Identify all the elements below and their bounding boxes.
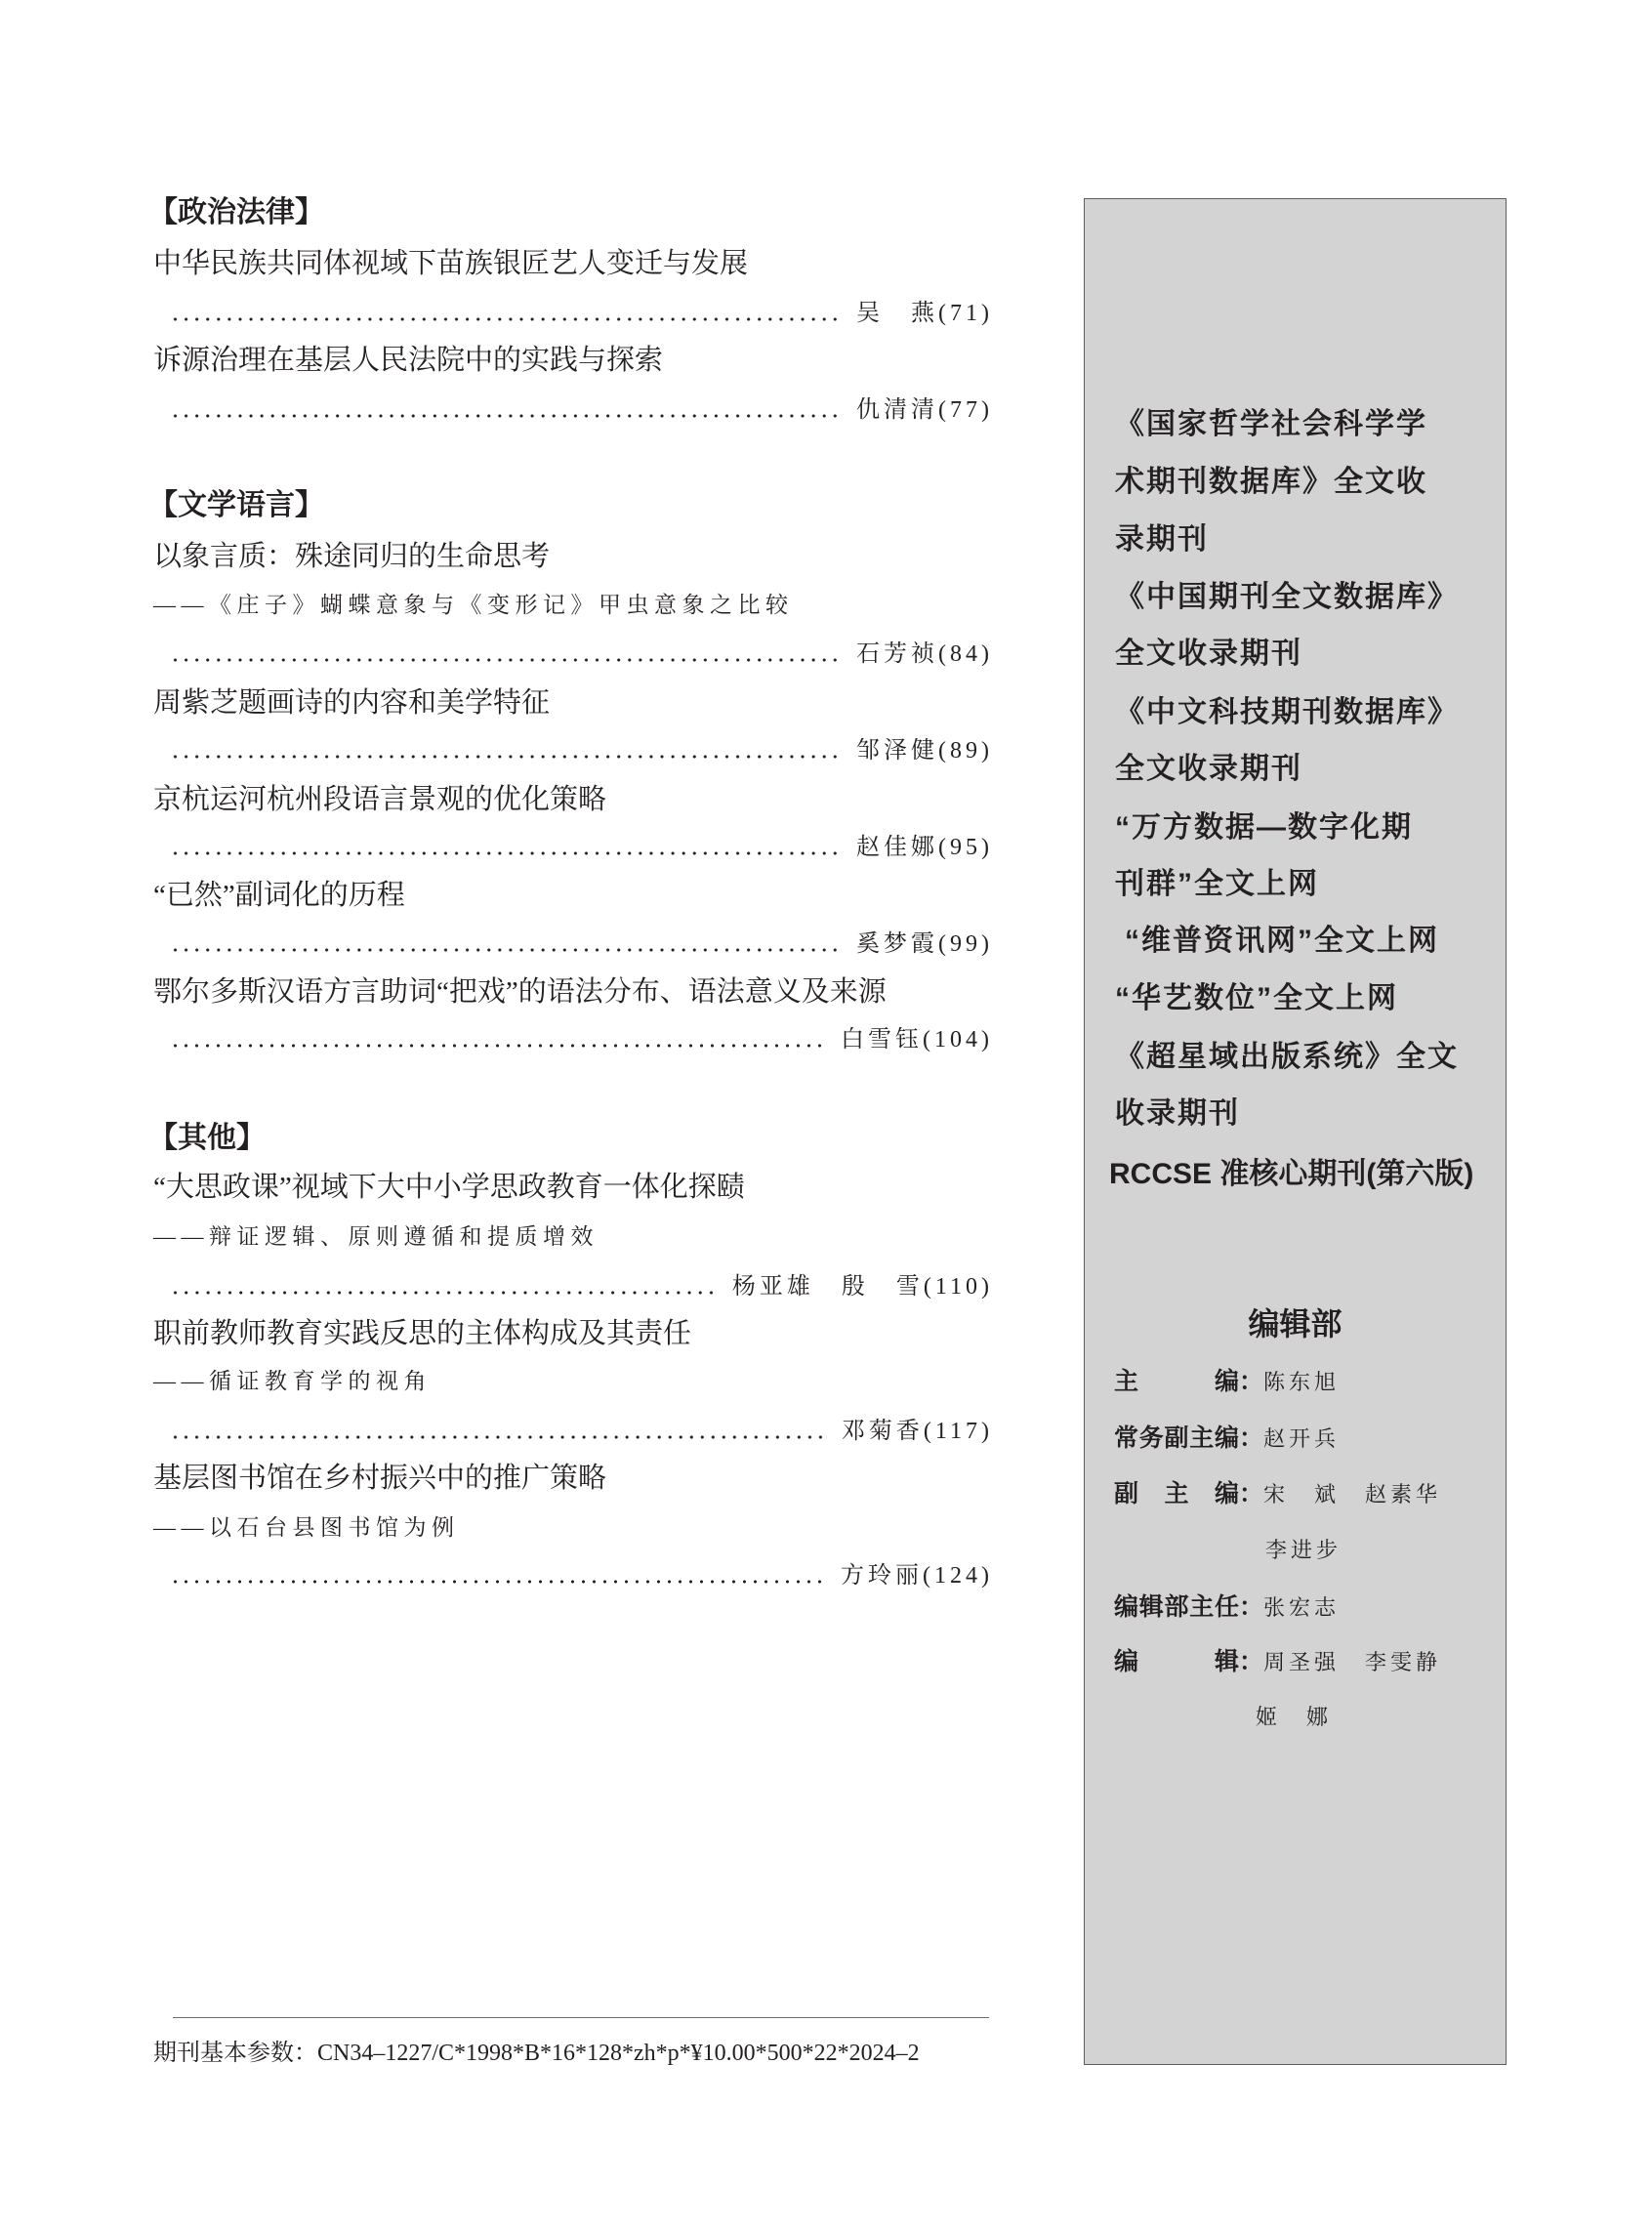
editorial-names: 张宏志 <box>1263 1595 1341 1620</box>
page-number: (77) <box>938 397 993 423</box>
leader-row <box>170 1556 993 1595</box>
editorial-row <box>1114 1588 1340 1627</box>
page-number: (71) <box>938 301 993 326</box>
article-title: 基层图书馆在乡村振兴中的推广策略 <box>153 1463 607 1494</box>
article-subtitle: ——以石台县图书馆为例 <box>153 1515 460 1540</box>
editorial-role-label: 编辑 <box>1114 1648 1239 1675</box>
indexing-line: 刊群”全文上网 <box>1115 868 1319 900</box>
article-author: 吴 燕 <box>856 301 939 326</box>
leader-dots <box>170 1290 717 1296</box>
indexing-line: 术期刊数据库》全文收 <box>1115 466 1427 498</box>
leader-dots <box>170 850 841 856</box>
leader-row <box>170 925 993 964</box>
article-author: 邓菊香 <box>841 1419 924 1444</box>
article-title: 诉源治理在基层人民法院中的实践与探索 <box>153 345 664 376</box>
article-title: 中华民族共同体视域下苗族银匠艺人变迁与发展 <box>153 248 749 279</box>
article-author: 奚梦霞 <box>856 931 939 957</box>
editorial-row <box>1114 1474 1441 1513</box>
indexing-line: 《中国期刊全文数据库》 <box>1115 581 1459 613</box>
section-heading: 【其他】 <box>148 1122 266 1154</box>
leader-row <box>170 1020 993 1059</box>
leader-dots <box>170 1579 825 1585</box>
indexing-line: “维普资讯网”全文上网 <box>1125 925 1439 957</box>
leader-row <box>170 635 993 674</box>
article-author: 石芳祯 <box>856 641 939 667</box>
indexing-line: 《中文科技期刊数据库》 <box>1115 696 1459 728</box>
indexing-line: “万方数据—数字化期 <box>1115 811 1413 844</box>
article-author: 白雪钰 <box>841 1027 924 1053</box>
section-heading: 【文学语言】 <box>148 489 324 521</box>
editorial-role-colon: ： <box>1239 1424 1264 1452</box>
page-number: (99) <box>938 931 993 957</box>
page-number: (110) <box>923 1274 993 1300</box>
indexing-line: 《超星域出版系统》全文 <box>1115 1041 1459 1073</box>
indexing-line: 收录期刊 <box>1115 1097 1240 1130</box>
indexing-line: 录期刊 <box>1115 523 1209 556</box>
article-title: 周紫芝题画诗的内容和美学特征 <box>153 687 551 719</box>
article-title: 鄂尔多斯汉语方言助词“把戏”的语法分布、语法意义及来源 <box>153 976 887 1008</box>
journal-parameters: 期刊基本参数：CN34–1227/C*1998*B*16*128*zh*p*¥10.00*500*22*2024–2 <box>153 2041 920 2066</box>
leader-dots <box>170 316 841 322</box>
article-title: 职前教师教育实践反思的主体构成及其责任 <box>153 1318 692 1349</box>
leader-dots <box>170 1434 826 1440</box>
article-author: 邹泽健 <box>856 738 939 764</box>
article-author: 杨亚雄 殷 雪 <box>731 1274 924 1300</box>
article-title: “已然”副词化的历程 <box>153 880 405 911</box>
article-author: 仇清清 <box>856 397 939 423</box>
leader-dots <box>170 1043 825 1049</box>
leader-dots <box>170 947 841 953</box>
footer-divider <box>173 2017 989 2018</box>
editorial-row <box>1114 1419 1340 1458</box>
indexing-line: 全文收录期刊 <box>1115 638 1302 670</box>
editorial-heading: 编辑部 <box>1248 1306 1342 1342</box>
editorial-role-colon: ： <box>1239 1593 1264 1621</box>
leader-dots <box>170 413 841 419</box>
article-author: 赵佳娜 <box>856 835 939 860</box>
editorial-role-colon: ： <box>1239 1480 1264 1507</box>
editorial-row <box>1114 1642 1441 1681</box>
leader-row <box>170 1267 993 1306</box>
section-heading: 【政治法律】 <box>148 196 324 228</box>
leader-dots <box>170 754 841 760</box>
article-author: 方玲丽 <box>841 1563 924 1589</box>
editorial-names: 陈东旭 <box>1263 1370 1341 1394</box>
article-subtitle: ——《庄子》蝴蝶意象与《变形记》甲虫意象之比较 <box>153 593 794 617</box>
editorial-role-label: 副主编 <box>1114 1480 1239 1507</box>
info-sidebar <box>1084 198 1507 2065</box>
article-subtitle: ——辩证逻辑、原则遵循和提质增效 <box>153 1224 599 1249</box>
article-title: “大思政课”视域下大中小学思政教育一体化探赜 <box>153 1172 745 1203</box>
indexing-line: RCCSE 准核心期刊(第六版) <box>1109 1158 1474 1190</box>
indexing-line: 全文收录期刊 <box>1115 753 1302 785</box>
leader-row <box>170 391 993 430</box>
article-subtitle: ——循证教育学的视角 <box>153 1369 432 1393</box>
leader-row <box>170 1412 993 1451</box>
editorial-names: 赵开兵 <box>1263 1426 1341 1451</box>
editorial-role-colon: ： <box>1239 1648 1264 1675</box>
leader-row <box>170 828 993 867</box>
editorial-role-label: 编辑部主任 <box>1114 1593 1239 1621</box>
page-number: (124) <box>923 1563 993 1589</box>
editorial-names: 周圣强 李雯静 <box>1263 1650 1442 1674</box>
page-number: (89) <box>938 738 993 764</box>
leader-row <box>170 731 993 770</box>
editorial-row <box>1114 1362 1340 1401</box>
leader-dots <box>170 657 841 663</box>
editorial-role-label: 主编 <box>1114 1368 1239 1395</box>
page-number: (117) <box>923 1419 993 1444</box>
indexing-line: 《国家哲学社会科学学 <box>1115 408 1427 440</box>
editorial-names-continued: 姬 娜 <box>1256 1705 1333 1729</box>
page-number: (95) <box>938 835 993 860</box>
page-number: (84) <box>938 641 993 667</box>
indexing-line: “华艺数位”全文上网 <box>1115 982 1398 1014</box>
article-title: 以象言质：殊途同归的生命思考 <box>153 541 551 572</box>
editorial-role-colon: ： <box>1239 1368 1264 1395</box>
editorial-role-label: 常务副主编 <box>1114 1424 1239 1452</box>
article-title: 京杭运河杭州段语言景观的优化策略 <box>153 784 607 815</box>
editorial-names: 宋 斌 赵素华 <box>1263 1482 1442 1507</box>
editorial-names-continued: 李进步 <box>1265 1538 1342 1562</box>
page-number: (104) <box>923 1027 993 1053</box>
leader-row <box>170 294 993 333</box>
